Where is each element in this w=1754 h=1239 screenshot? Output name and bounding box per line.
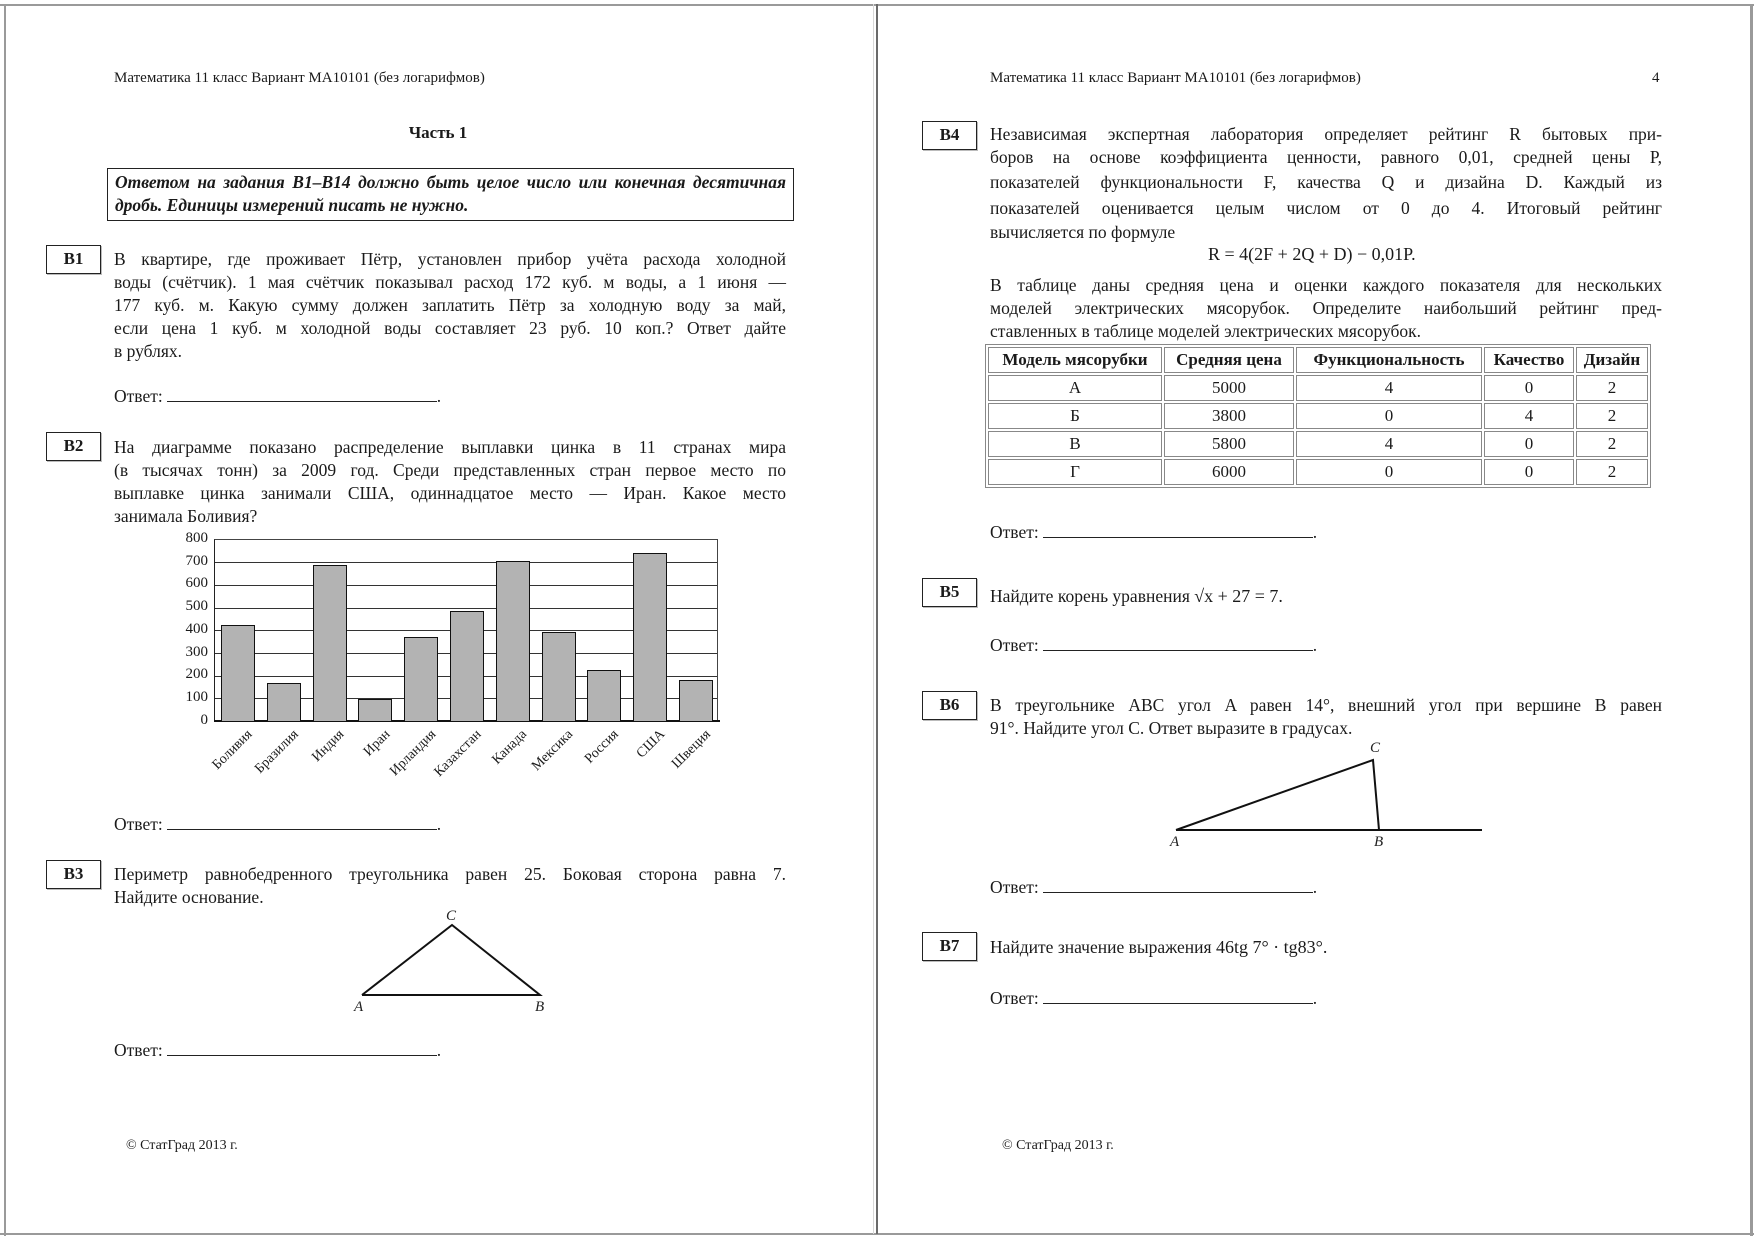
instruction-box: Ответом на задания B1–B14 должно быть целое число или конечная десятичная дробь. Единицы измерений писать не нужно.	[107, 168, 794, 221]
part-title-wrap	[0, 123, 876, 143]
column-header: Качество	[1484, 347, 1574, 373]
text-line: В таблице даны средняя цена и оценки каждого показателя для нескольких	[990, 275, 1662, 295]
text-line: в рублях.	[114, 341, 183, 361]
text-line: На диаграмме показано распределение выплавки цинка в 11 странах мира	[114, 437, 786, 457]
vertex-label-c: C	[446, 908, 457, 924]
question-text-b3	[114, 863, 786, 909]
cell-price: 6000	[1164, 459, 1294, 485]
cell-functionality: 4	[1296, 431, 1482, 457]
y-tick: 500	[185, 598, 208, 614]
isosceles-triangle-figure	[340, 905, 560, 1015]
y-tick: 600	[185, 575, 208, 591]
zinc-bar-chart	[150, 530, 740, 820]
triangle-abc-figure	[1160, 738, 1500, 850]
table-row	[988, 459, 1648, 485]
text-line: занимала Боливия?	[114, 506, 258, 526]
answer-field-b4[interactable]: Ответ: .	[990, 522, 1318, 542]
cell-price: 5000	[1164, 375, 1294, 401]
answer-line[interactable]	[167, 387, 437, 402]
question-label-b7: B7	[922, 932, 977, 961]
question-label-b1: B1	[46, 245, 101, 274]
text-line: (в тысячах тонн) за 2009 год. Среди представленных стран первое место по	[114, 460, 786, 480]
y-tick: 700	[185, 553, 208, 569]
vertex-label-b: B	[1374, 834, 1384, 850]
bar	[221, 625, 255, 721]
cell-functionality: 0	[1296, 403, 1482, 429]
text-line: вычисляется по формуле	[990, 222, 1176, 242]
text-line: Найдите основание.	[114, 887, 264, 907]
cell-design: 2	[1576, 403, 1648, 429]
text-line: 177 куб. м. Какую сумму должен заплатить Пётр за холодную воду за май,	[114, 295, 786, 315]
answer-label: Ответ:	[990, 877, 1039, 897]
answer-line[interactable]	[1043, 636, 1313, 651]
x-tick-label: Швеция	[668, 727, 714, 772]
cell-model: В	[988, 431, 1162, 457]
page-frame-left	[4, 4, 6, 1236]
cell-model: А	[988, 375, 1162, 401]
page-gutter-shadow	[873, 4, 874, 1234]
text-line: В треугольнике ABC угол A равен 14°, внешний угол при вершине B равен	[990, 695, 1662, 715]
part-title: Часть 1	[408, 123, 468, 142]
question-label-b6: B6	[922, 691, 977, 720]
page-header: Математика 11 класс Вариант МА10101 (без логарифмов)	[114, 70, 485, 86]
page-divider	[876, 4, 878, 1234]
cell-quality: 0	[1484, 431, 1574, 457]
vertex-label-a: A	[1170, 834, 1180, 850]
question-label-b3: B3	[46, 860, 101, 889]
text-line: ставленных в таблице моделей электрических мясорубок.	[990, 321, 1422, 341]
table-header-row	[988, 347, 1648, 373]
x-tick-label: Канада	[489, 727, 531, 768]
answer-line[interactable]	[167, 1041, 437, 1056]
question-text-b4-cont	[990, 274, 1662, 343]
question-text: Найдите корень уравнения	[990, 586, 1190, 606]
vertex-label-c: C	[1370, 740, 1381, 756]
bar	[496, 561, 530, 721]
x-tick-label: Иран	[360, 727, 393, 760]
question-label-b5: B5	[922, 578, 977, 607]
x-tick-label: Бразилия	[251, 727, 302, 777]
question-text-b2	[114, 436, 786, 528]
vertex-label-a: A	[354, 999, 364, 1015]
question-label-b2: B2	[46, 432, 101, 461]
page-footer: © СтатГрад 2013 г.	[1002, 1138, 1114, 1153]
answer-field-b7[interactable]: Ответ: .	[990, 988, 1318, 1008]
expression: 46tg 7° · tg83°.	[1215, 937, 1328, 957]
answer-line[interactable]	[1043, 878, 1313, 893]
y-tick: 300	[185, 644, 208, 660]
answer-field-b2[interactable]: Ответ: .	[114, 814, 442, 834]
text-line: боров на основе коэффициента ценности, равного 0,01, средней цены P,	[990, 147, 1662, 167]
bar	[267, 683, 301, 721]
cell-model: Г	[988, 459, 1162, 485]
answer-label: Ответ:	[114, 386, 163, 406]
answer-label: Ответ:	[114, 1040, 163, 1060]
x-tick-label: Мексика	[529, 727, 577, 774]
question-text-b5	[990, 585, 1283, 608]
text-line: Периметр равнобедренного треугольника равен 25. Боковая сторона равна 7.	[114, 864, 786, 884]
y-tick: 800	[185, 530, 208, 546]
cell-quality: 0	[1484, 459, 1574, 485]
bar	[587, 670, 621, 721]
text-line: выплавке цинка занимали США, одиннадцатое место — Иран. Какое место	[114, 483, 786, 503]
question-text: Найдите значение выражения	[990, 937, 1212, 957]
vertex-label-b: B	[535, 999, 545, 1015]
text-line: показателей функциональности F, качества Q и дизайна D. Каждый из	[990, 172, 1662, 192]
question-text-b6	[990, 694, 1662, 740]
column-header: Модель мясорубки	[988, 347, 1162, 373]
text-line: моделей электрических мясорубок. Определите наибольший рейтинг пред-	[990, 298, 1662, 318]
cell-functionality: 4	[1296, 375, 1482, 401]
answer-line[interactable]	[167, 815, 437, 830]
page-frame-right	[1750, 4, 1753, 1236]
table-row	[988, 375, 1648, 401]
answer-line[interactable]	[1043, 523, 1313, 538]
text-line: воды (счётчик). 1 мая счётчик показывал расход 172 куб. м воды, а 1 июня —	[114, 272, 786, 292]
x-tick-label: США	[633, 727, 668, 762]
x-tick-label: Ирландия	[386, 727, 439, 780]
rating-formula: R = 4(2F + 2Q + D) − 0,01P.	[1208, 244, 1416, 264]
cell-price: 3800	[1164, 403, 1294, 429]
text-line: В квартире, где проживает Пётр, установлен прибор учёта расхода холодной	[114, 249, 786, 269]
y-tick: 400	[185, 621, 208, 637]
meat-grinder-table	[985, 344, 1651, 488]
question-text-b7	[990, 936, 1327, 959]
question-text-b1	[114, 248, 786, 363]
column-header: Дизайн	[1576, 347, 1648, 373]
cell-functionality: 0	[1296, 459, 1482, 485]
y-tick: 200	[185, 666, 208, 682]
x-tick-label: Казахстан	[431, 727, 485, 780]
answer-field-b5[interactable]: Ответ: .	[990, 635, 1318, 655]
answer-label: Ответ:	[114, 814, 163, 834]
equation: √x + 27 = 7.	[1194, 586, 1283, 606]
text-line: Независимая экспертная лаборатория определяет рейтинг R бытовых при-	[990, 124, 1662, 144]
cell-model: Б	[988, 403, 1162, 429]
cell-quality: 0	[1484, 375, 1574, 401]
y-tick: 100	[185, 689, 208, 705]
bar	[679, 680, 713, 721]
answer-field-b6[interactable]: Ответ: .	[990, 877, 1318, 897]
answer-field-b3[interactable]: Ответ: .	[114, 1040, 442, 1060]
answer-field-b1[interactable]: Ответ: .	[114, 386, 442, 406]
y-tick: 0	[200, 712, 208, 728]
bar	[633, 553, 667, 721]
x-tick-label: Россия	[582, 727, 623, 767]
question-text-b4	[990, 123, 1662, 244]
bar	[542, 632, 576, 721]
text-line: 91°. Найдите угол C. Ответ выразите в градусах.	[990, 718, 1353, 738]
bar	[450, 611, 484, 721]
column-header: Средняя цена	[1164, 347, 1294, 373]
bar	[313, 565, 347, 721]
table-row	[988, 403, 1648, 429]
cell-quality: 4	[1484, 403, 1574, 429]
answer-label: Ответ:	[990, 988, 1039, 1008]
question-label-b4: B4	[922, 121, 977, 150]
page-footer: © СтатГрад 2013 г.	[126, 1138, 238, 1153]
bar	[404, 637, 438, 721]
cell-design: 2	[1576, 459, 1648, 485]
cell-design: 2	[1576, 431, 1648, 457]
cell-price: 5800	[1164, 431, 1294, 457]
x-tick-label: Индия	[309, 727, 348, 765]
text-line: показателей оценивается целым числом от 0 до 4. Итоговый рейтинг	[990, 198, 1662, 218]
text-line: если цена 1 куб. м холодной воды составляет 23 руб. 10 коп.? Ответ дайте	[114, 318, 786, 338]
bar	[358, 699, 392, 721]
answer-label: Ответ:	[990, 522, 1039, 542]
x-tick-label: Боливия	[209, 727, 256, 773]
page-number: 4	[1652, 70, 1660, 86]
answer-line[interactable]	[1043, 989, 1313, 1004]
table-row	[988, 431, 1648, 457]
cell-design: 2	[1576, 375, 1648, 401]
answer-label: Ответ:	[990, 635, 1039, 655]
column-header: Функциональность	[1296, 347, 1482, 373]
page-header: Математика 11 класс Вариант МА10101 (без логарифмов)	[990, 70, 1361, 86]
